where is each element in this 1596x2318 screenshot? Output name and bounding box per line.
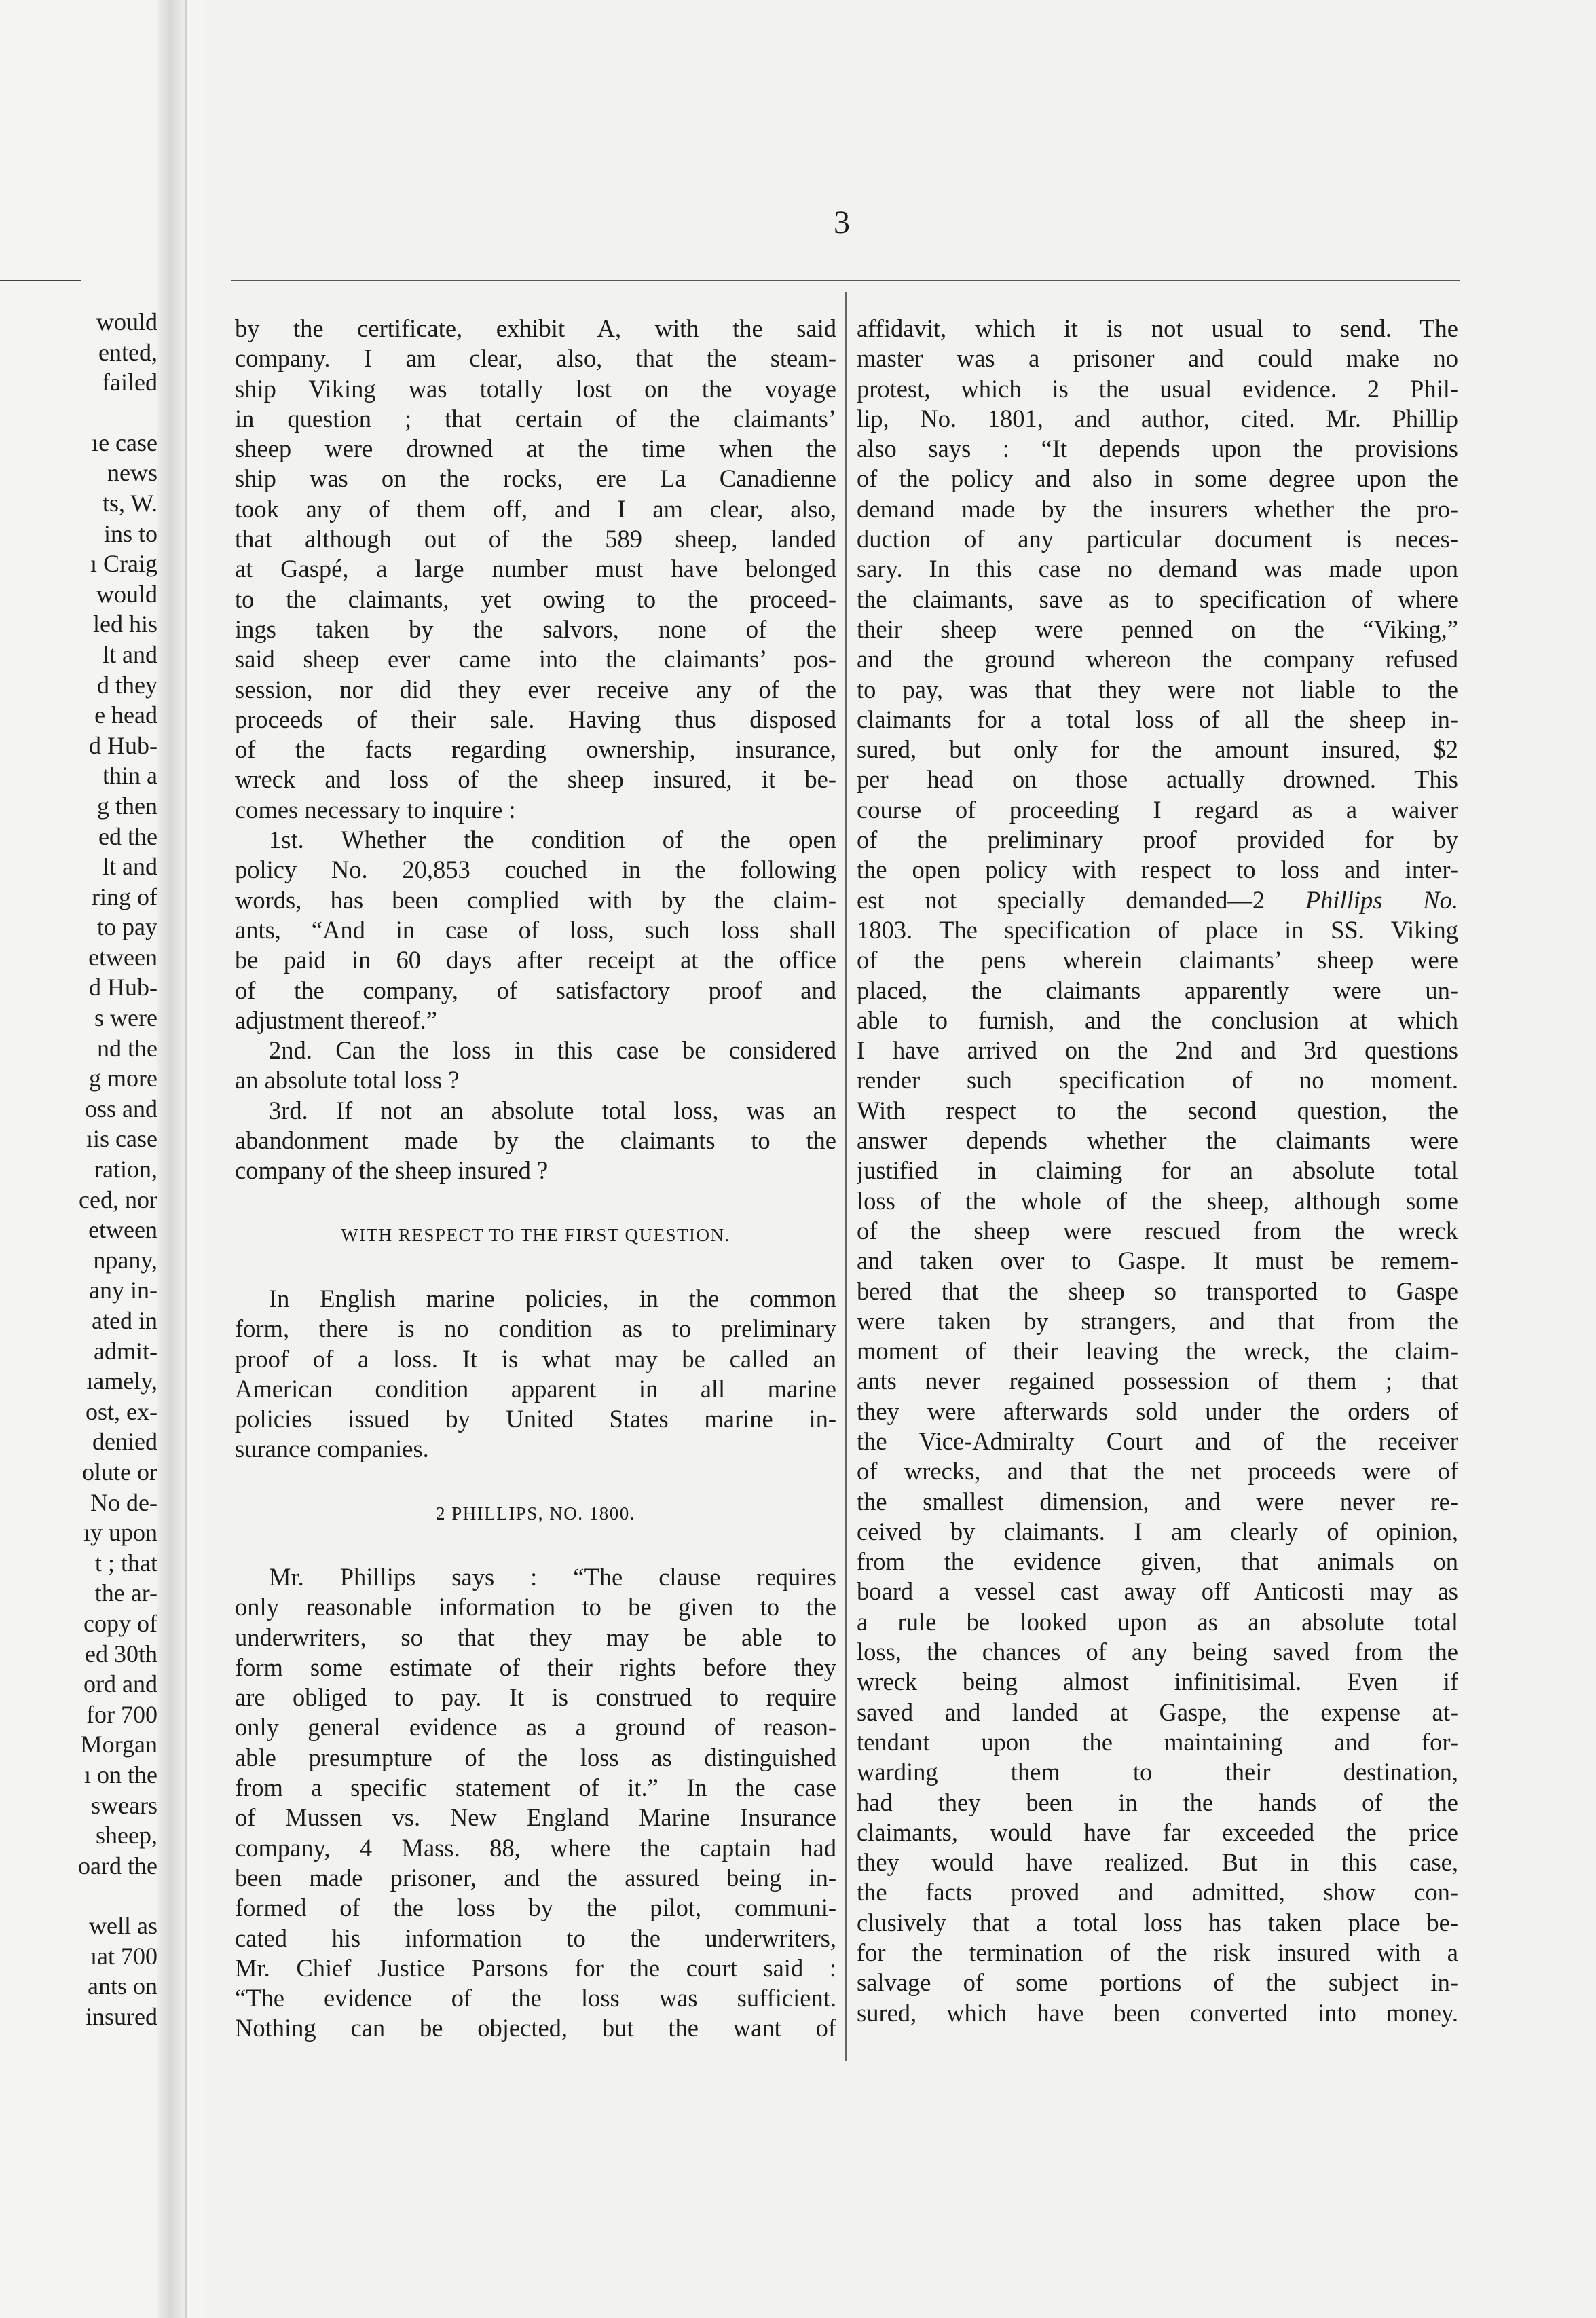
page-number: 3 [834, 204, 850, 240]
text-line: Nothing can be objected, but the want of [235, 2014, 836, 2042]
text-line: company of the sheep insured ? [235, 1156, 549, 1185]
facing-page-line: news [107, 459, 157, 487]
paragraph-gap [235, 1465, 836, 1498]
facing-page-line: ıis case [86, 1125, 157, 1153]
facing-page-line: etween [88, 943, 157, 971]
facing-page-line: any in- [89, 1276, 157, 1304]
text-line: proof of a loss. It is what may be called an [235, 1344, 836, 1373]
text-line: comes necessary to inquire : [235, 795, 516, 824]
text-line: the smallest dimension, and were never re- [857, 1487, 1458, 1515]
text-line: from a specific statement of it.” In the case [235, 1773, 836, 1802]
facing-page-line: ıe case [92, 428, 157, 456]
text-line [857, 885, 1458, 915]
facing-page-line: nd the [97, 1034, 157, 1062]
text-line: able presumpture of the loss as distinguished [235, 1743, 836, 1771]
text-line: 2nd. Can the loss in this case be considered [269, 1036, 836, 1065]
facing-page-line: olute or [82, 1458, 157, 1486]
facing-page-line: ord and [83, 1670, 157, 1698]
facing-page-line: ed 30th [85, 1640, 157, 1668]
text-line: Mr. Phillips says : “The clause requires [269, 1562, 836, 1591]
facing-page-line: well as [89, 1912, 157, 1940]
facing-page-line: to pay [97, 913, 157, 941]
text-line: duction of any particular document is neces- [857, 525, 1458, 553]
facing-page-line: ants on [88, 1972, 157, 2000]
text-line: the open policy with respect to loss and inter- [857, 856, 1458, 884]
text-line: course of proceeding I regard as a waiver [857, 795, 1458, 824]
facing-page-line: s were [94, 1004, 157, 1032]
facing-page-line: ıat 700 [90, 1942, 157, 1970]
facing-page-line: d Hub- [89, 731, 157, 759]
text-line: bered that the sheep so transported to Gaspe [857, 1276, 1458, 1305]
facing-page-line: e head [94, 701, 157, 729]
facing-page-line: npany, [93, 1246, 157, 1274]
facing-page-line: oss and [85, 1094, 157, 1122]
text-line: in question ; that certain of the claimants’ [235, 404, 836, 433]
facing-page-column [0, 307, 157, 2032]
text-line: salvage of some portions of the subject in- [857, 1968, 1458, 1997]
text-line: ings taken by the salvors, none of the [235, 614, 836, 643]
text-line: ceived by claimants. I am clearly of opinion, [857, 1517, 1458, 1545]
text-line: loss of the whole of the sheep, although some [857, 1186, 1458, 1215]
facing-page-line: insured [86, 2003, 157, 2031]
text-line: render such specification of no moment. [857, 1066, 1458, 1094]
text-line: “The evidence of the loss was sufficient. [235, 1984, 836, 2012]
facing-page-line: No de- [90, 1488, 157, 1516]
text-line: and the ground whereon the company refused [857, 645, 1458, 674]
text-line: of Mussen vs. New England Marine Insurance [235, 1803, 836, 1832]
text-line: session, nor did they ever receive any of the [235, 675, 836, 703]
text-line: underwriters, so that they may be able to [235, 1623, 836, 1651]
text-line: were taken by strangers, and that from the [857, 1306, 1458, 1335]
facing-page-line: ı Craig [90, 550, 157, 578]
text-line: placed, the claimants apparently were un- [857, 976, 1458, 1004]
text-line: claimants, would have far exceeded the price [857, 1818, 1458, 1846]
text-line: protest, which is the usual evidence. 2 Phil- [857, 374, 1458, 403]
text-line: only reasonable information to be given to the [235, 1593, 836, 1621]
text-line: master was a prisoner and could make no [857, 344, 1458, 373]
text-line: claimants for a total loss of all the sheep in- [857, 705, 1458, 733]
text-line: be paid in 60 days after receipt at the office [235, 946, 836, 974]
text-line: 1st. Whether the condition of the open [269, 826, 836, 854]
text-line: moment of their leaving the wreck, the claim- [857, 1337, 1458, 1365]
facing-page-line: ins to [103, 519, 157, 547]
text-line: tendant upon the maintaining and for- [857, 1727, 1458, 1756]
text-line: and taken over to Gaspe. It must be remem- [857, 1247, 1458, 1275]
facing-page-line: ed the [98, 822, 157, 850]
book-gutter [157, 0, 186, 2318]
text-line: justified in claiming for an absolute total [857, 1156, 1458, 1185]
right-text-column [857, 314, 1458, 2028]
text-line: been made prisoner, and the assured being in- [235, 1863, 836, 1892]
facing-page-line: ced, nor [79, 1185, 157, 1213]
text-segment: est not specially demanded—2 [857, 885, 1305, 914]
header-rule [231, 280, 1460, 281]
text-line: ship Viking was totally lost on the voyage [235, 374, 836, 403]
facing-page-line: g more [89, 1065, 157, 1092]
facing-page-line: ated in [92, 1307, 157, 1334]
facing-page-line: ıamely, [86, 1367, 157, 1395]
text-line: an absolute total loss ? [235, 1066, 460, 1094]
text-line: Mr. Chief Justice Parsons for the court said : [235, 1953, 836, 1982]
text-line: per head on those actually drowned. This [857, 765, 1458, 794]
text-line: of wrecks, and that the net proceeds were of [857, 1457, 1458, 1486]
text-line: of the facts regarding ownership, insurance, [235, 735, 836, 764]
text-line: for the termination of the risk insured with a [857, 1938, 1458, 1967]
text-line: wreck being almost infinitisimal. Even if [857, 1668, 1458, 1696]
text-line: board a vessel cast away off Anticosti may as [857, 1577, 1458, 1606]
facing-page-line: failed [102, 369, 157, 397]
text-line: words, has been complied with by the claim- [235, 885, 836, 914]
text-line: sured, which have been converted into money. [857, 1998, 1458, 2027]
text-line: warding them to their destination, [857, 1758, 1458, 1786]
text-line: able to furnish, and the conclusion at which [857, 1006, 1458, 1034]
text-line: answer depends whether the claimants were [857, 1126, 1458, 1155]
text-line: the Vice-Admiralty Court and of the receiver [857, 1427, 1458, 1455]
text-line: took any of them off, and I am clear, also, [235, 494, 836, 523]
text-line: saved and landed at Gaspe, the expense at- [857, 1697, 1458, 1726]
text-line: to pay, was that they were not liable to the [857, 675, 1458, 703]
text-line: the facts proved and admitted, show con- [857, 1878, 1458, 1907]
text-line: ship was on the rocks, ere La Canadienne [235, 464, 836, 493]
section-heading: 2 PHILLIPS, NO. 1800. [435, 1503, 635, 1524]
text-line: of the policy and also in some degree upon the [857, 464, 1458, 493]
text-line: sary. In this case no demand was made upon [857, 555, 1458, 583]
text-line: a rule be looked upon as an absolute total [857, 1607, 1458, 1636]
text-line: that although out of the 589 sheep, landed [235, 525, 836, 553]
facing-page-line: ı on the [84, 1761, 157, 1788]
text-line: only general evidence as a ground of reason- [235, 1713, 836, 1742]
facing-page-line: thin a [103, 762, 157, 790]
text-line: clusively that a total loss has taken place be- [857, 1908, 1458, 1936]
facing-page-line: lt and [103, 853, 157, 881]
facing-page-line: denied [92, 1428, 157, 1456]
text-line: of the pens wherein claimants’ sheep were [857, 946, 1458, 974]
paragraph-gap [235, 1528, 836, 1562]
text-line: by the certificate, exhibit A, with the said [235, 314, 836, 342]
text-line: ants never regained possession of them ; that [857, 1367, 1458, 1395]
text-line: abandonment made by the claimants to the [235, 1126, 836, 1155]
facing-page-line: led his [93, 610, 157, 638]
text-line: also says : “It depends upon the provisions [857, 435, 1458, 463]
text-line: proceeds of their sale. Having thus disposed [235, 705, 836, 733]
text-line: 3rd. If not an absolute total loss, was an [269, 1096, 836, 1124]
facing-page-line: d they [97, 671, 157, 699]
facing-page-line: for 700 [86, 1700, 157, 1728]
facing-page-line: would [96, 308, 157, 335]
text-line: from the evidence given, that animals on [857, 1547, 1458, 1576]
facing-page-line: sheep, [96, 1822, 157, 1850]
text-line: of the sheep were rescued from the wreck [857, 1216, 1458, 1245]
text-line: sheep were drowned at the time when the [235, 435, 836, 463]
facing-page-line: lt and [103, 640, 157, 668]
facing-page-line: swears [91, 1791, 157, 1819]
text-line: lip, No. 1801, and author, cited. Mr. Phillip [857, 404, 1458, 433]
text-line: they would have realized. But in this case, [857, 1848, 1458, 1877]
facing-page-gap [0, 398, 157, 428]
facing-page-line: oard the [78, 1852, 157, 1879]
text-line: company. I am clear, also, that the steam- [235, 344, 836, 373]
text-line: With respect to the second question, the [857, 1096, 1458, 1124]
facing-page-line: ts, W. [102, 489, 157, 517]
facing-page-line: admit- [94, 1337, 157, 1365]
facing-page-line: g then [97, 792, 157, 820]
text-line: cated his information to the underwriters, [235, 1924, 836, 1952]
text-line: demand made by the insurers whether the pro- [857, 494, 1458, 523]
facing-page-line: ring of [92, 883, 157, 910]
section-heading: WITH RESPECT TO THE FIRST QUESTION. [341, 1224, 730, 1245]
facing-page-line: would [96, 580, 157, 608]
text-line: of the preliminary proof provided for by [857, 826, 1458, 854]
text-line: affidavit, which it is not usual to send. The [857, 314, 1458, 342]
paragraph-gap [235, 1186, 836, 1220]
facing-page-gap [0, 1881, 157, 1911]
column-divider [845, 292, 847, 2061]
facing-page-line: t ; that [95, 1549, 157, 1577]
text-line: policy No. 20,853 couched in the following [235, 856, 836, 884]
text-line: ants, “And in case of loss, such loss shall [235, 915, 836, 944]
facing-page-line: ration, [94, 1156, 157, 1183]
text-line: formed of the loss by the pilot, communi- [235, 1894, 836, 1922]
text-line: American condition apparent in all marine [235, 1374, 836, 1403]
page-edge [185, 0, 187, 2318]
paragraph-gap [235, 1250, 836, 1284]
text-line: said sheep ever came into the claimants’ pos- [235, 645, 836, 674]
facing-page-line: etween [88, 1216, 157, 1244]
facing-page-line: ıy upon [83, 1519, 157, 1547]
text-line: to the claimants, yet owing to the proceed- [235, 585, 836, 613]
facing-page-line: the ar- [94, 1579, 157, 1607]
citation-italic: Phillips No. [1305, 885, 1458, 914]
facing-page-line: copy of [83, 1609, 157, 1637]
text-line: 1803. The specification of place in SS. Viking [857, 915, 1458, 944]
facing-page-rule [0, 280, 81, 281]
text-line: they were afterwards sold under the orders of [857, 1397, 1458, 1425]
text-line: sured, but only for the amount insured, $2 [857, 735, 1458, 764]
left-text-column [235, 314, 836, 2044]
text-line: form some estimate of their rights before they [235, 1653, 836, 1681]
facing-page-line: ented, [98, 338, 157, 366]
facing-page-line: d Hub- [89, 974, 157, 1001]
text-line: adjustment thereof.” [235, 1006, 437, 1034]
text-line: their sheep were penned on the “Viking,” [857, 614, 1458, 643]
text-line: policies issued by United States marine in- [235, 1405, 836, 1433]
text-line: at Gaspé, a large number must have belonged [235, 555, 836, 583]
text-line: I have arrived on the 2nd and 3rd questions [857, 1036, 1458, 1065]
text-line: wreck and loss of the sheep insured, it be- [235, 765, 836, 794]
facing-page-line: ost, ex- [86, 1397, 157, 1425]
text-line: loss, the chances of any being saved from the [857, 1638, 1458, 1666]
facing-page-line: Morgan [80, 1731, 157, 1759]
text-line: company, 4 Mass. 88, where the captain had [235, 1833, 836, 1862]
text-line: of the company, of satisfactory proof and [235, 976, 836, 1004]
text-line: In English marine policies, in the common [269, 1284, 836, 1312]
text-line: are obliged to pay. It is construed to require [235, 1683, 836, 1712]
text-line: surance companies. [235, 1435, 429, 1463]
text-line: form, there is no condition as to preliminary [235, 1314, 836, 1343]
text-line: had they been in the hands of the [857, 1788, 1458, 1816]
text-line: the claimants, save as to specification of where [857, 585, 1458, 613]
